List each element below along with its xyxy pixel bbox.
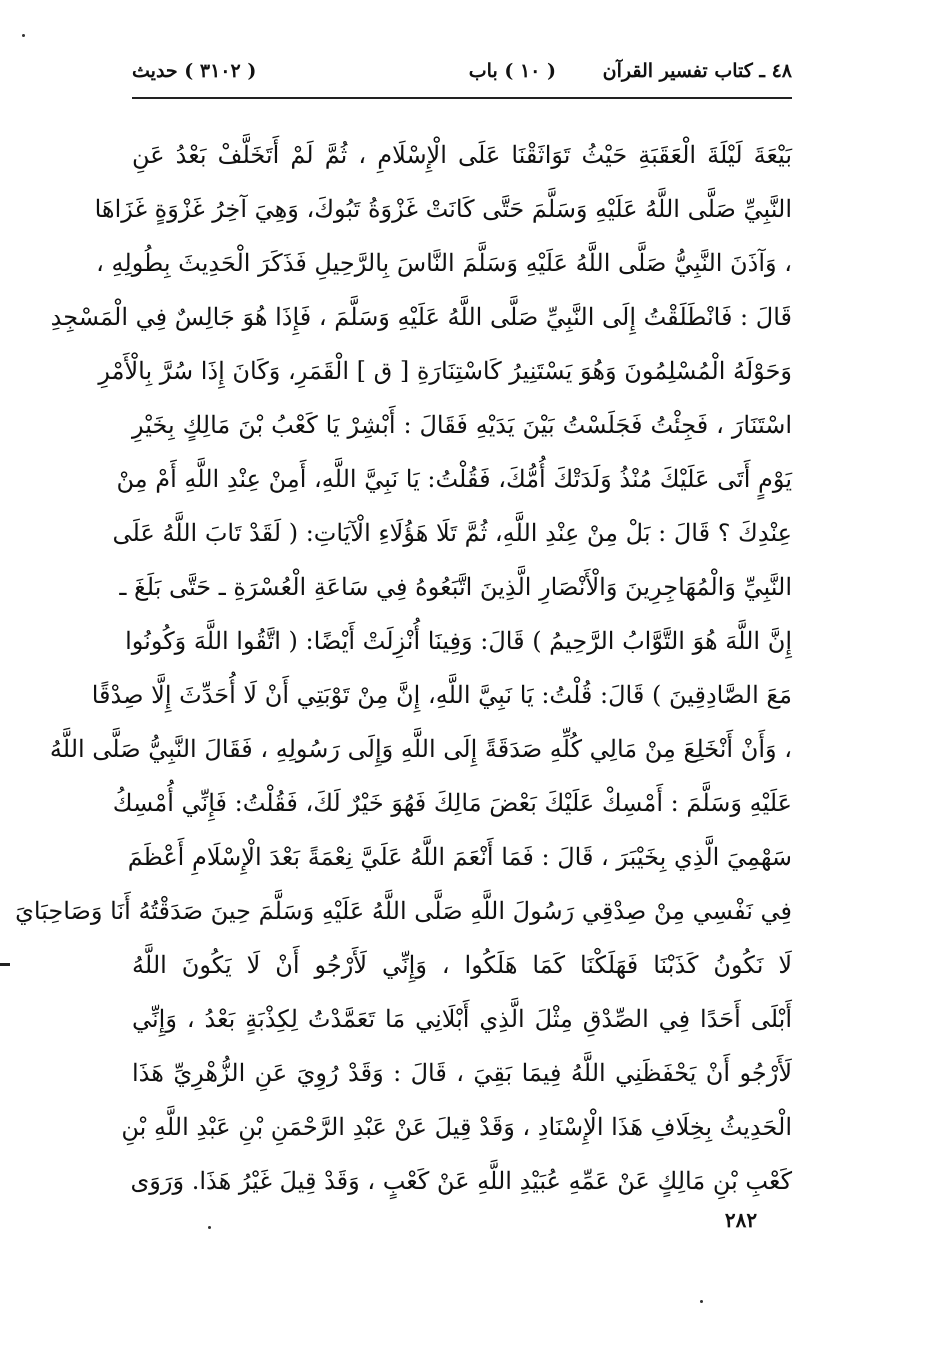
text-line: ، وَأَنْ أَنْخَلِعَ مِنْ مَالِي كُلِّهِ صَدَقَةً إِلَى اللَّهِ وَإِلَى رَسُولِهِ ، فَقَالَ النَّبِيُّ صَلَّى اللَّهُ <box>49 735 792 763</box>
bab-label: ( ١٠ ) باب <box>468 60 556 82</box>
book-section-label: ٤٨ ـ كتاب تفسير القرآن <box>602 60 792 82</box>
scan-speck <box>208 1226 211 1229</box>
text-line: إِنَّ اللَّهَ هُوَ التَّوَّابُ الرَّحِيمُ ) قَالَ: وَفِينَا أُنْزِلَتْ أَيْضًا: ( اتَّقُوا اللَّهَ وَكُونُوا <box>125 627 792 655</box>
text-line: أَبْلَى أَحَدًا فِي الصِّدْقِ مِثْلَ الَّذِي أَبْلَانِي مَا تَعَمَّدْتُ لِكِذْبَةٍ بَعْدُ ، وَإِنِّي <box>132 1005 792 1033</box>
text-line: النَّبِيِّ وَالْمُهَاجِرِينَ وَالْأَنْصَارِ الَّذِينَ اتَّبَعُوهُ فِي سَاعَةِ الْعُسْرَةِ ـ حَتَّى بَلَغَ ـ <box>119 573 792 601</box>
scan-margin-mark <box>0 963 10 966</box>
hadith-number-label: ( ٣١٠٢ ) حديث <box>132 60 257 82</box>
page-number: ٢٨٢ <box>724 1208 758 1232</box>
text-line: لَا نَكُونُ كَذَبْنَا فَهَلَكْنَا كَمَا هَلَكُوا ، وَإِنِّي لَأَرْجُو أَنْ لَا يَكُونَ اللَّهُ <box>132 951 792 979</box>
header-rule <box>132 97 792 99</box>
text-line: سَهْمِيَ الَّذِي بِخَيْبَرَ ، قَالَ : فَمَا أَنْعَمَ اللَّهُ عَلَيَّ نِعْمَةً بَعْدَ الْإِسْلَامِ أَعْظَمَ <box>127 843 792 871</box>
text-line: عَلَيْهِ وَسَلَّمَ : أَمْسِكْ عَلَيْكَ بَعْضَ مَالِكَ فَهُوَ خَيْرٌ لَكَ، فَقُلْتُ: فَإِنِّي أُمْسِكُ <box>112 789 792 817</box>
scan-speck <box>700 1300 703 1303</box>
text-line: الْحَدِيثُ بِخِلَافِ هَذَا الْإِسْنَادِ ، وَقَدْ قِيلَ عَنْ عَبْدِ الرَّحْمَنِ بْنِ عَبْدِ اللَّهِ بْنِ <box>121 1113 792 1141</box>
text-line: وَحَوْلَهُ الْمُسْلِمُونَ وَهُوَ يَسْتَنِيرُ كَاسْتِنَارَةِ [ ق ] الْقَمَرِ، وَكَانَ إِذَا سُرَّ بِالْأَمْرِ <box>98 357 792 385</box>
page-header <box>132 54 792 92</box>
text-line: بَيْعَةَ لَيْلَةَ الْعَقَبَةِ حَيْثُ تَوَاثَقْنَا عَلَى الْإِسْلَامِ ، ثُمَّ لَمْ أَتَخَلَّفْ بَعْدُ عَنِ <box>132 141 792 169</box>
hadith-text-body <box>15 128 792 1208</box>
text-line: لَأَرْجُو أَنْ يَحْفَظَنِي اللَّهُ فِيمَا بَقِيَ ، قَالَ : وَقَدْ رُوِيَ عَنِ الزُّهْرِيِّ هَذَا <box>132 1059 792 1087</box>
text-line: كَعْبِ بْنِ مَالِكٍ عَنْ عَمِّهِ عُبَيْدِ اللَّهِ عَنْ كَعْبٍ ، وَقَدْ قِيلَ غَيْرُ هَذَا. وَرَوَى <box>130 1167 792 1195</box>
scan-speck <box>22 34 25 37</box>
text-line: ، وَآذَنَ النَّبِيُّ صَلَّى اللَّهُ عَلَيْهِ وَسَلَّمَ النَّاسَ بِالرَّحِيلِ فَذَكَرَ الْحَدِيثَ بِطُولِهِ ، <box>96 249 792 277</box>
text-line: فِي نَفْسِي مِنْ صِدْقِي رَسُولَ اللَّهِ صَلَّى اللَّهُ عَلَيْهِ وَسَلَّمَ حِينَ صَدَقْتُهُ أَنَا وَصَاحِبَايَ <box>15 897 792 925</box>
text-line: يَوْمٍ أَتَى عَلَيْكَ مُنْذُ وَلَدَتْكَ أُمُّكَ، فَقُلْتُ: يَا نَبِيَّ اللَّهِ، أَمِنْ عِنْدِ اللَّهِ أَمْ مِنْ <box>116 465 792 493</box>
text-line: مَعَ الصَّادِقِينَ ) قَالَ: قُلْتُ: يَا نَبِيَّ اللَّهِ، إِنَّ مِنْ تَوْبَتِي أَنْ لَا أُحَدِّثَ إِلَّا صِدْقًا <box>91 681 792 709</box>
text-line: النَّبِيِّ صَلَّى اللَّهُ عَلَيْهِ وَسَلَّمَ حَتَّى كَانَتْ غَزْوَةُ تَبُوكَ، وَهِيَ آخِرُ غَزْوَةٍ غَزَاهَا <box>94 195 792 223</box>
text-line: اسْتَنَارَ ، فَجِئْتُ فَجَلَسْتُ بَيْنَ يَدَيْهِ فَقَالَ : أَبْشِرْ يَا كَعْبُ بْنَ مَالِكٍ بِخَيْرِ <box>132 411 792 439</box>
text-line: عِنْدِكَ ؟ قَالَ : بَلْ مِنْ عِنْدِ اللَّهِ، ثُمَّ تَلَا هَؤُلَاءِ الْآيَاتِ: ( لَقَدْ تَابَ اللَّهُ عَلَى <box>112 519 792 547</box>
text-line: قَالَ : فَانْطَلَقْتُ إِلَى النَّبِيِّ صَلَّى اللَّهُ عَلَيْهِ وَسَلَّمَ ، فَإِذَا هُوَ جَالِسٌ فِي الْمَسْجِدِ <box>50 303 792 331</box>
